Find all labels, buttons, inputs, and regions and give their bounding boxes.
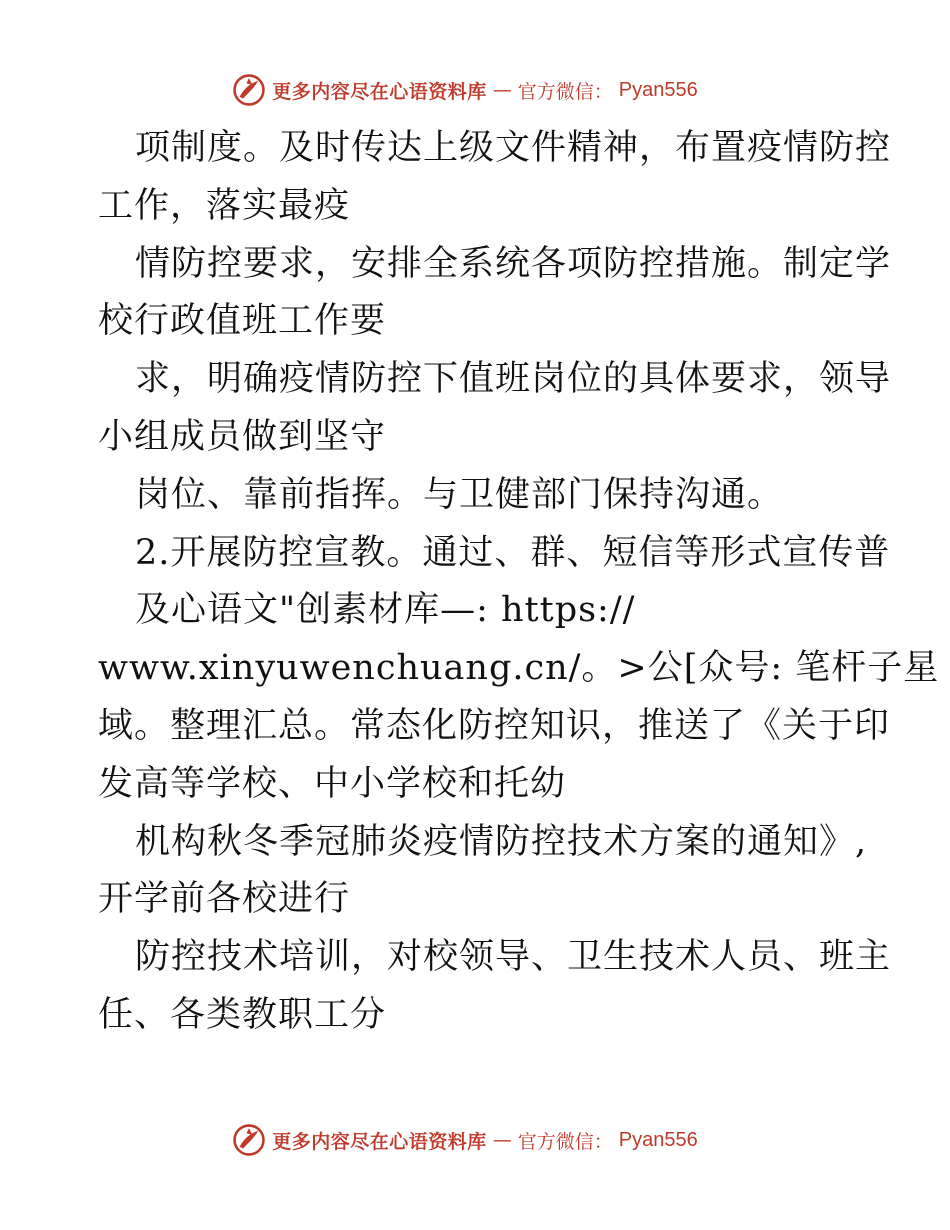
body-line: 发高等学校、中小学校和托幼 [98,763,567,804]
body-line: 项制度。及时传达上级文件精神，布置疫情防控 [135,128,892,168]
document-body [98,120,940,1045]
body-line: 机构秋冬季冠肺炎疫情防控技术方案的通知》, [135,821,868,862]
body-line: 开学前各校进行 [98,879,351,920]
body-line: 校行政值班工作要 [98,301,387,342]
body-line: 工作，落实最疫 [98,185,351,226]
body-line: 及心语文"创素材库—: https:// [135,590,636,631]
banner-wechat-label: 官方微信： [517,1130,613,1153]
header-banner [0,70,950,110]
body-line: 小组成员做到坚守 [98,416,387,457]
banner-separator: — [492,1129,512,1151]
body-line: 情防控要求，安排全系统各项防控措施。制定学 [135,243,892,284]
brand-logo-icon [232,1123,266,1157]
body-line: 防控技术培训，对校领导、卫生技术人员、班主 [135,937,892,978]
banner-wechat-label: 官方微信： [517,80,613,103]
banner-title: 更多内容尽在心语资料库 [272,80,487,103]
footer-banner [0,1120,950,1160]
banner-wechat-id: Pyan556 [618,1128,698,1151]
body-line: 任、各类教职工分 [98,994,387,1035]
banner-title: 更多内容尽在心语资料库 [272,1130,487,1153]
banner-wechat-id: Pyan556 [618,78,698,101]
brand-logo-icon [232,73,266,107]
banner-separator: — [492,79,512,101]
body-line: 2.开展防控宣教。通过、群、短信等形式宣传普 [135,532,891,573]
body-line: www.xinyuwenchuang.cn/。>公[众号: 笔杆子星 [98,648,940,689]
body-line: 岗位、靠前指挥。与卫健部门保持沟通。 [135,474,784,515]
body-line: 域。整理汇总。常态化防控知识，推送了《关于印 [98,705,891,746]
header-banner-inner [232,73,698,107]
footer-banner-inner [232,1123,698,1157]
body-line: 求，明确疫情防控下值班岗位的具体要求，领导 [135,359,892,400]
